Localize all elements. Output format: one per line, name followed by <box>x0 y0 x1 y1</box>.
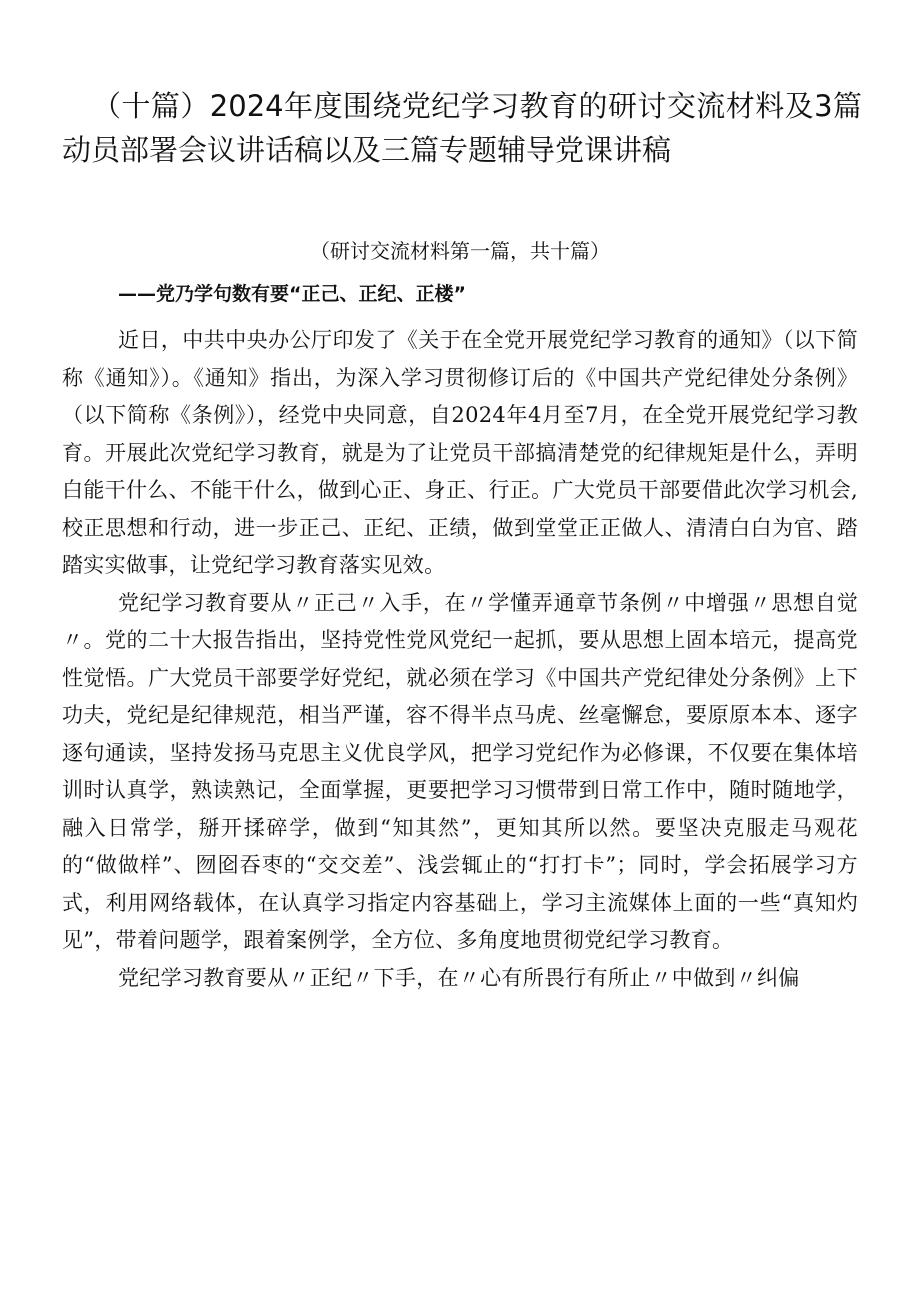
section-label: （研讨交流材料第一篇，共十篇） <box>310 239 610 263</box>
document-title: （十篇）2024年度围绕党纪学习教育的研讨交流材料及3篇动员部署会议讲话稿以及三篇专题辅导党课讲稿 <box>62 89 862 167</box>
body-paragraph: 党纪学习教育要从〃正纪〃下手，在〃心有所畏行有所止〃中做到〃纠偏 <box>118 965 800 990</box>
body-paragraph: 党纪学习教育要从〃正己〃入手，在〃学懂弄通章节条例〃中增强〃思想自觉〃。党的二十大报告指出，坚持党性党风党纪一起抓，要从思想上固本培元，提高党性觉悟。广大党员干部要学好党纪，就必须在学习《中国共产党纪律处分条例》上下功夫，党纪是纪律规范，相当严谨，容不得半点马虎、丝毫懈怠，要原原本本、逐字逐句通读，坚持发扬马克思主义优良学风，把学习党纪作为必修课，不仅要在集体培训时认真学，熟读熟记，全面掌握，更要把学习习惯带到日常工作中，随时随地学，融入日常学，掰开揉碎学，做到“知其然”，更知其所以然。要坚决克服走马观花的“做做样”、囫囵吞枣的“交交差”、浅尝辄止的“打打卡”；同时，学会拓展学习方式，利用网络载体，在认真学习指定内容基础上，学习主流媒体上面的一些“真知灼见”，带着问题学，跟着案例学，全方位、多角度地贯彻党纪学习教育。 <box>62 590 858 952</box>
document-body <box>62 322 858 997</box>
body-paragraph: 近日，中共中央办公厅印发了《关于在全党开展党纪学习教育的通知》（以下简称《通知》）。《通知》指出，为深入学习贯彻修订后的《中国共产党纪律处分条例》（以下简称《条例》），经党中央同意，自2024年4月至7月，在全党开展党纪学习教育。开展此次党纪学习教育，就是为了让党员干部搞清楚党的纪律规矩是什么，弄明白能干什么、不能干什么，做到心正、身正、行正。广大党员干部要借此次学习机会,校正思想和行动，进一步正己、正纪、正绩，做到堂堂正正做人、清清白白为官、踏踏实实做事，让党纪学习教育落实见效。 <box>62 328 858 577</box>
article-tagline: ——党乃学句数有要“正己、正纪、正楼” <box>118 283 466 305</box>
